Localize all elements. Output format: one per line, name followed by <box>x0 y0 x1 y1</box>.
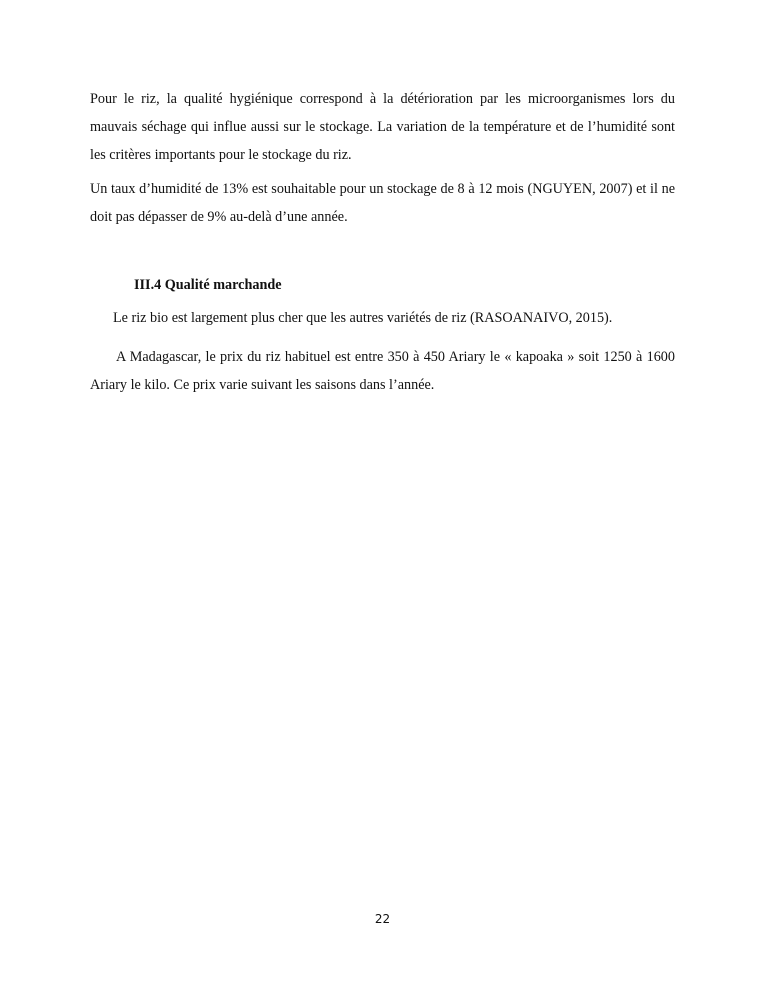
paragraph-organic-rice-price: Le riz bio est largement plus cher que les autres variétés de riz (RASOANAIVO, 2015). <box>113 310 613 326</box>
paragraph-hygienic-quality: Pour le riz, la qualité hygiénique correspond à la détérioration par les microorganismes lors du mauvais séchage qui influe aussi sur le stockage. La variation de la température et de l’humidité sont les critères importants pour le stockage du riz. <box>90 91 675 163</box>
paragraph-madagascar-price: A Madagascar, le prix du riz habituel est entre 350 à 450 Ariary le « kapoaka » soit 1250 à 1600 Ariary le kilo. Ce prix varie suivant les saisons dans l’année. <box>90 349 675 393</box>
page-number: 22 <box>374 912 391 926</box>
section-heading: III.4 Qualité marchande <box>134 277 282 293</box>
paragraph-humidity-storage: Un taux d’humidité de 13% est souhaitable pour un stockage de 8 à 12 mois (NGUYEN, 2007) et il ne doit pas dépasser de 9% au-delà d’une année. <box>90 181 675 225</box>
